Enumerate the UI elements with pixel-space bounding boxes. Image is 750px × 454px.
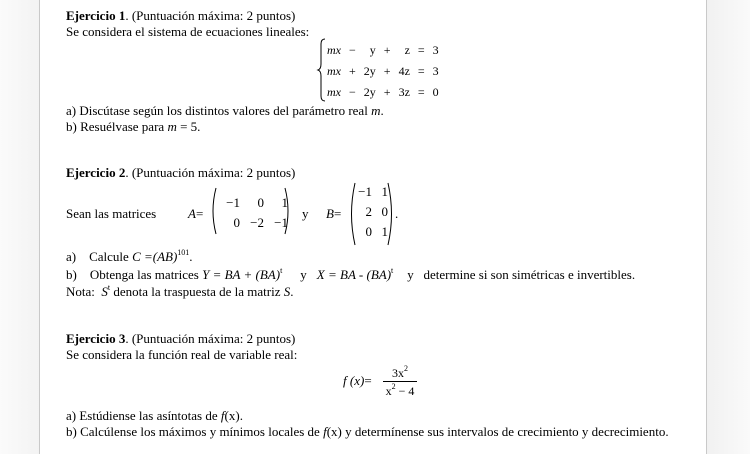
matrix-a-label: A= xyxy=(188,206,204,221)
ex1-system-table xyxy=(323,39,443,102)
fraction-bar xyxy=(383,381,417,382)
page-border-right xyxy=(706,0,707,454)
function-lhs: f (x)= xyxy=(343,373,372,388)
function-numerator: $3x^2$ xyxy=(392,364,408,380)
ex1-part-a: a) Discútase según los distintos valores del parámetro real m. xyxy=(66,103,384,118)
matrix-b-row: 2 0 xyxy=(365,204,388,219)
matrix-b-row: −1 1 xyxy=(358,184,388,199)
ex2-part-b: b) Obtenga las matrices Y = BA + (BA)$^t$ y X = BA - (BA)$^t$ y determine si son simétricas e invertibles. xyxy=(66,266,636,282)
ex3-title: Ejercicio 3 xyxy=(66,331,126,346)
matrix-b-row: 0 1 xyxy=(365,224,388,239)
ex3-heading xyxy=(66,332,295,346)
ex1-intro: Se considera el sistema de ecuaciones lineales: xyxy=(66,24,310,39)
ex2-intro: Sean las matrices xyxy=(66,206,157,221)
function-denominator: $x^2 - 4$ xyxy=(385,382,415,398)
ex3-score: . (Puntuación máxima: 2 puntos) xyxy=(125,331,296,346)
ex2-and: y xyxy=(302,206,309,221)
matrix-b-right-paren xyxy=(387,183,395,245)
system-row: mx + 2y + 4z = 3 xyxy=(327,63,439,78)
ex2-title: Ejercicio 2 xyxy=(66,165,126,180)
ex1-heading xyxy=(66,9,295,23)
ex2-part-a: a) Calcule C =(AB)$^{101}$. xyxy=(66,248,193,264)
page-margin-right xyxy=(707,0,750,454)
ex2-heading xyxy=(66,166,295,180)
matrix-b xyxy=(354,185,390,245)
system-row: mx − y + z = 3 xyxy=(327,42,439,57)
ex2-score: . (Puntuación máxima: 2 puntos) xyxy=(125,165,296,180)
ex2-period: . xyxy=(395,206,399,221)
matrix-a-row: 0 −2 −1 xyxy=(233,215,288,230)
matrix-a-row: −1 0 1 xyxy=(226,195,288,210)
system-row: mx − 2y + 3z = 0 xyxy=(327,84,439,99)
ex1-title: Ejercicio 1 xyxy=(66,8,126,23)
ex3-part-b: b) Calcúlense los máximos y mínimos locales de f(x) y determínense sus intervalos de crecimiento y decrecimiento. xyxy=(66,424,669,439)
ex3-intro: Se considera la función real de variable real: xyxy=(66,347,298,362)
ex1-score: . (Puntuación máxima: 2 puntos) xyxy=(125,8,296,23)
matrix-a xyxy=(216,196,288,236)
page-margin-left xyxy=(0,0,39,454)
ex3-part-a: a) Estúdiense las asíntotas de f(x). xyxy=(66,408,243,423)
matrix-a-right-paren xyxy=(284,188,292,234)
ex2-note: Nota: $S^t$ denota la traspuesta de la matriz S. xyxy=(66,283,294,299)
ex1-part-b: b) Resuélvase para m = 5. xyxy=(66,119,201,134)
matrix-b-label: B= xyxy=(326,206,342,221)
page-border-left xyxy=(39,0,40,454)
